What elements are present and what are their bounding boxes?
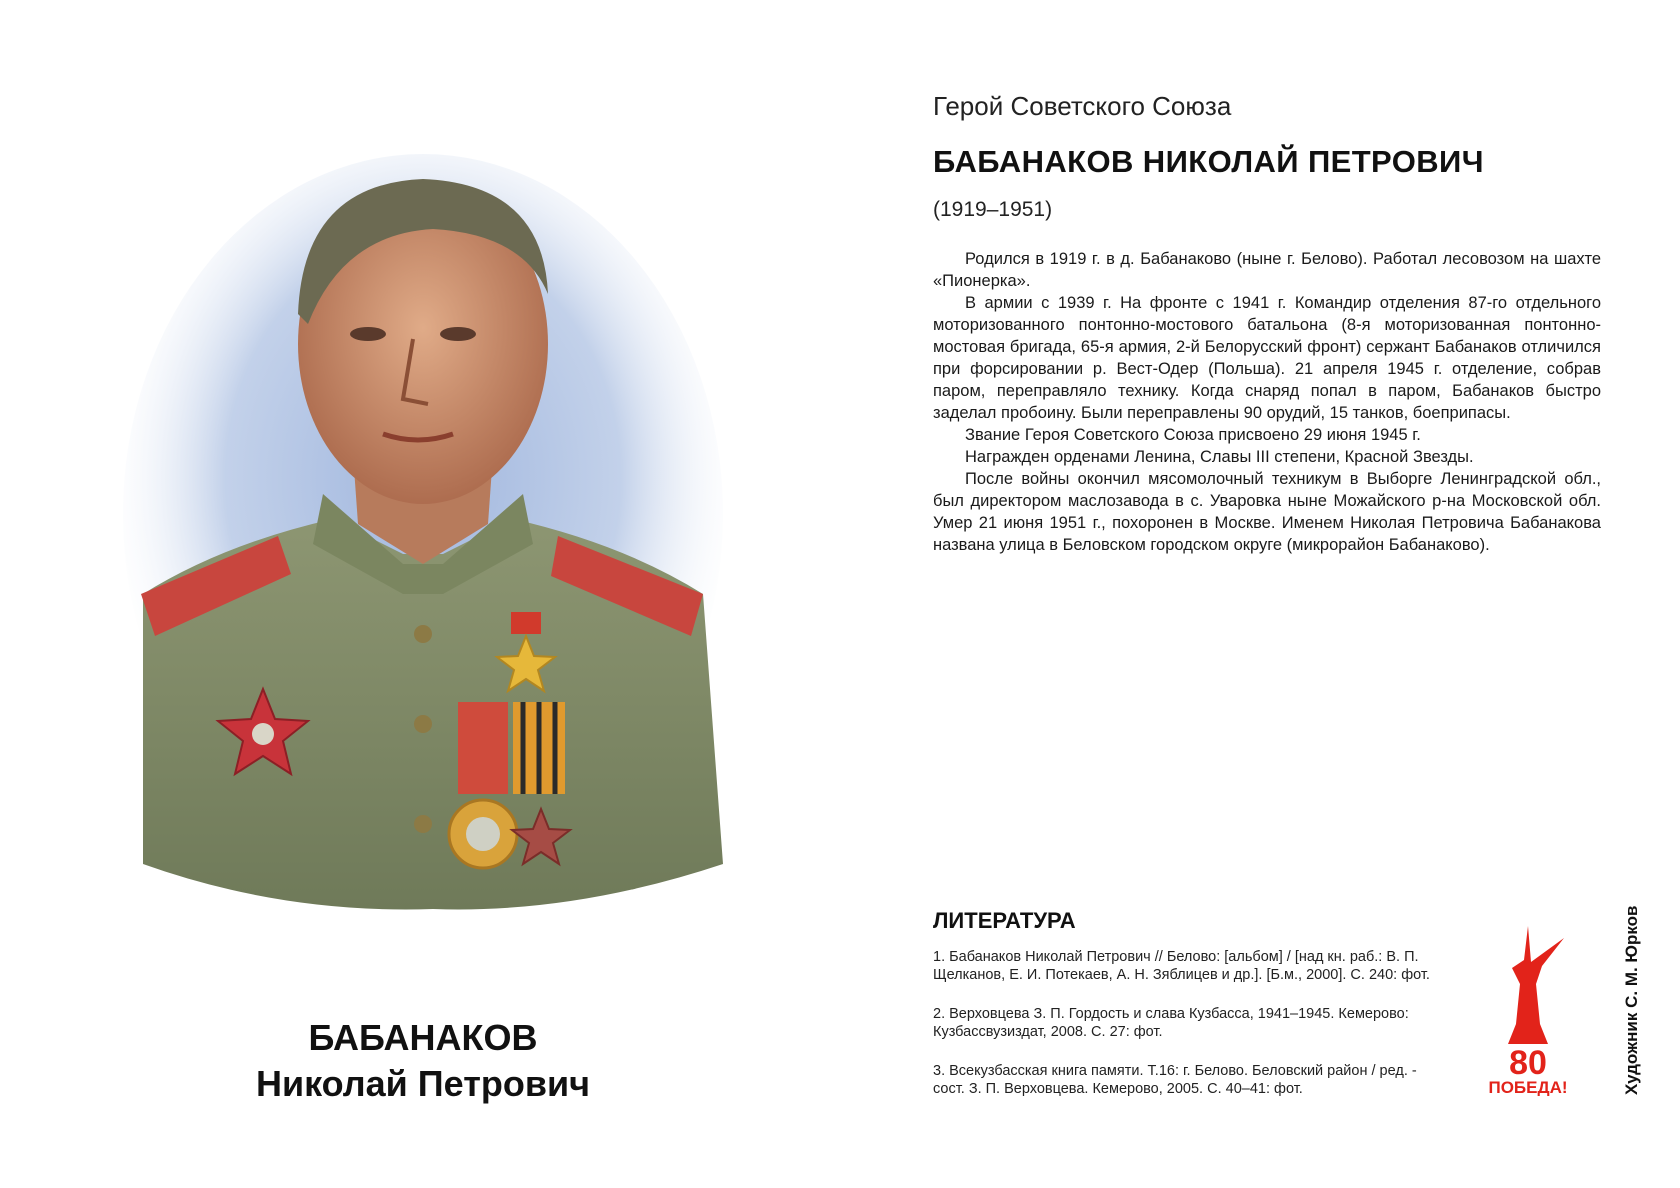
hero-title-kicker: Герой Советского Союза — [933, 91, 1232, 121]
biography-paragraph: После войны окончил мясомолочный техникум в Выборге Ленинградской обл., был директором маслозавода в с. Уваровка ныне Можайского р-на Московской обл. Умер 21 июня 1951 г., похоронен в Москве. Именем Николая Петровича Бабанакова названа улица в Беловском городском округе (микрорайон Бабанаково). — [933, 470, 1601, 554]
biography-paragraph: Награжден орденами Ленина, Славы III степени, Красной Звезды. — [965, 448, 1474, 466]
artist-credit: Художник С. М. Юрков — [1622, 905, 1641, 1095]
biography-text — [933, 248, 1601, 556]
literature-heading: ЛИТЕРАТУРА — [933, 908, 1076, 933]
order-of-lenin-ribbon — [458, 702, 508, 794]
portrait-illustration — [103, 124, 743, 974]
motherland-statue-icon — [1508, 926, 1564, 1044]
left-eye — [350, 327, 386, 341]
literature-item: 3. Всекузбасская книга памяти. Т.16: г. Белово. Беловский район / ред. - сост. З. П. Верховцева. Кемерово, 2005. С. 40–41: фот. — [933, 1063, 1417, 1097]
tunic-button — [414, 625, 432, 643]
literature-section — [933, 908, 1433, 1119]
victory-80-logo — [1482, 924, 1574, 1096]
life-years: (1919–1951) — [933, 198, 1053, 221]
tunic-button — [414, 715, 432, 733]
hero-name-heading: БАБАНАКОВ НИКОЛАЙ ПЕТРОВИЧ — [933, 144, 1484, 179]
right-eye — [440, 327, 476, 341]
logo-number: 80 — [1509, 1044, 1547, 1082]
biography-column — [933, 88, 1601, 556]
literature-item: 1. Бабанаков Николай Петрович // Белово: [альбом] / [над кн. раб.: В. П. Щелканов, Е. И. Потекаев, А. Н. Зяблицев и др.]. [Б.м., 2000]. С. 240: фот. — [933, 949, 1430, 983]
red-star-order-center — [252, 723, 274, 745]
literature-item: 2. Верховцева З. П. Гордость и слава Кузбасса, 1941–1945. Кемерово: Кузбассвузиздат, 2008. С. 27: фот. — [933, 1006, 1409, 1040]
biography-paragraph: Звание Героя Советского Союза присвоено 29 июня 1945 г. — [965, 426, 1421, 444]
logo-word: ПОБЕДА! — [1488, 1078, 1568, 1096]
tunic-button — [414, 815, 432, 833]
biography-paragraph: В армии с 1939 г. На фронте с 1941 г. Командир отделения 87-го отдельного моторизованного понтонно-мостового батальона (8-я моторизованная понтонно-мостовая бригада, 65-я армия, 2-й Белорусский фронт) сержант Бабанаков отличился при форсировании р. Вест-Одер (Польша). 21 апреля 1945 г. отделение, собрав паром, переправляло технику. Когда снаряд попал в паром, Бабанаков быстро заделал пробоину. Были переправлены 90 орудий, 15 танков, боеприпасы. — [933, 294, 1601, 422]
gold-star-ribbon — [511, 612, 541, 634]
biography-paragraph: Родился в 1919 г. в д. Бабанаково (ныне г. Белово). Работал лесовозом на шахте «Пионерка». — [933, 250, 1601, 290]
caption-given-names: Николай Петрович — [256, 1063, 590, 1104]
caption-surname: БАБАНАКОВ — [308, 1017, 538, 1058]
portrait-caption — [103, 1015, 743, 1107]
